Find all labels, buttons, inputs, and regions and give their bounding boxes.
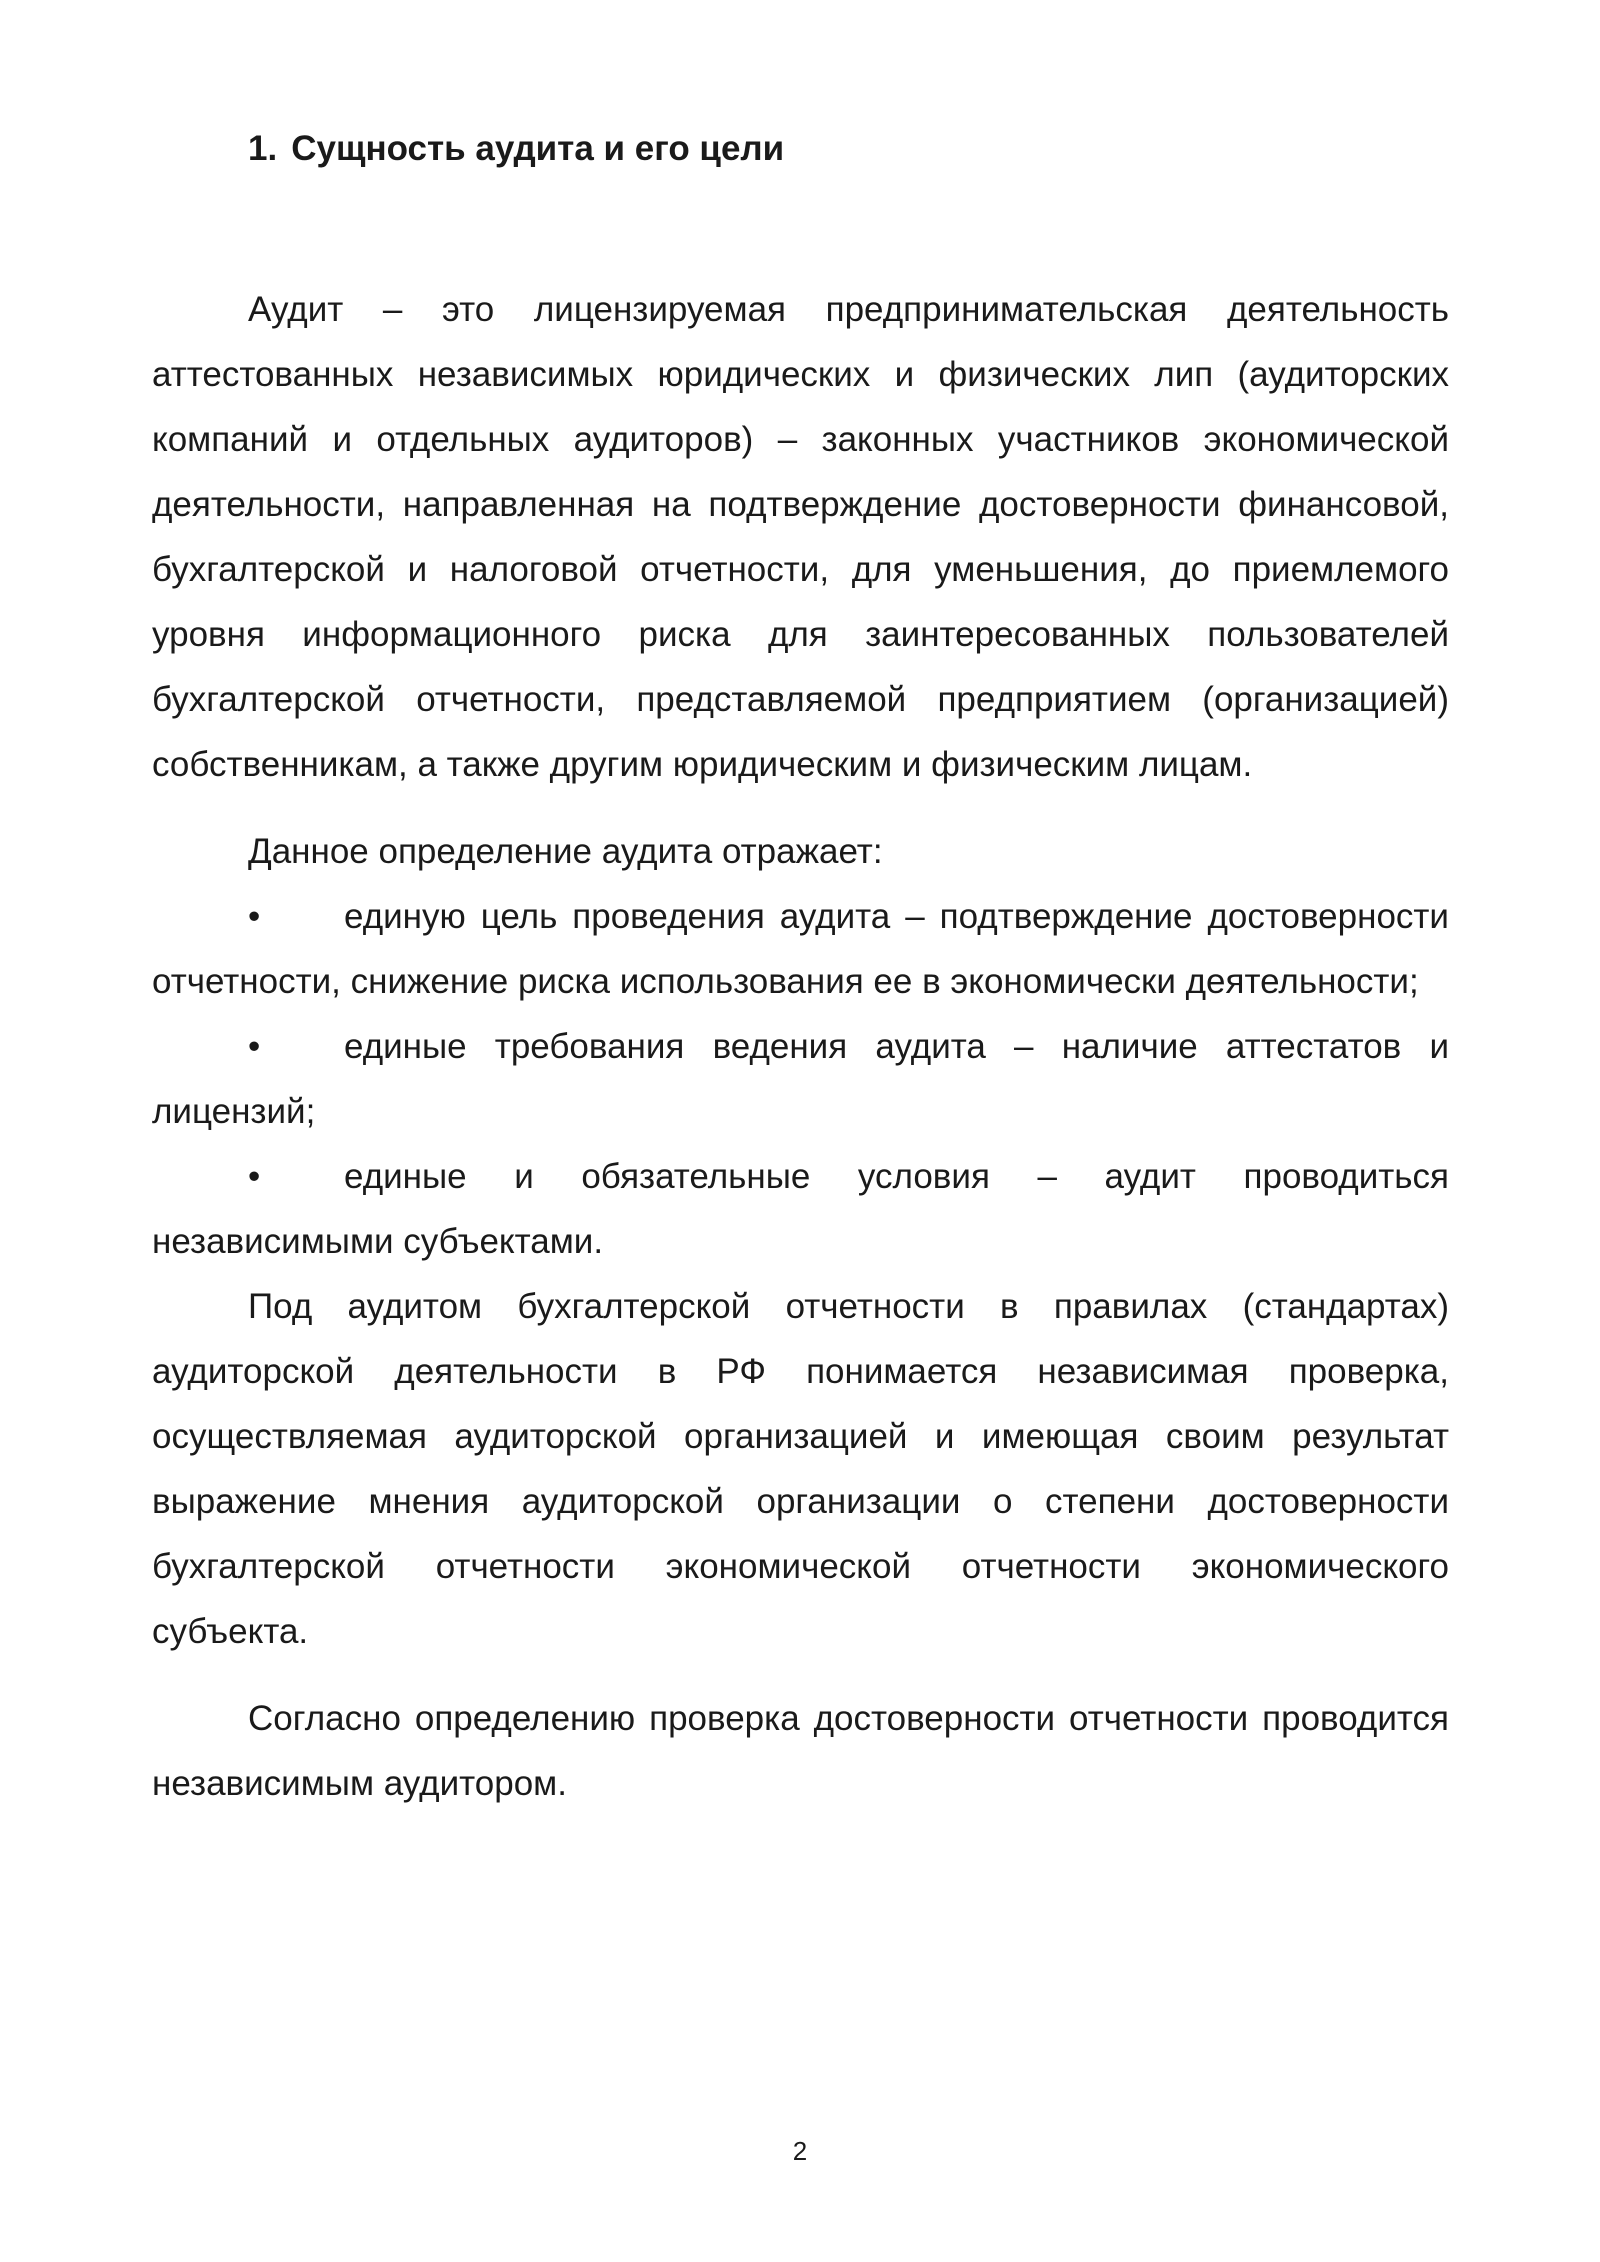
list-item-goal-text-1: единую цель проведения аудита – подтверждение достоверности: [344, 897, 1449, 936]
list-item-goal-continuation: отчетности, снижение риска использования ее в экономически деятельности;: [152, 962, 1419, 1001]
section-heading: [248, 125, 784, 173]
document-body: [152, 277, 1449, 1816]
paragraph-independent-auditor: Согласно определению проверка достоверности отчетности проводится независимым аудитором.: [152, 1699, 1449, 1803]
bullet-marker: •: [248, 1157, 261, 1196]
paragraph-financial-audit: Под аудитом бухгалтерской отчетности в правилах (стандартах) аудиторской деятельности в РФ понимается независимая проверка, осуществляемая аудиторской организацией и имеющая своим результат выражение мнения аудиторской организации о степени достоверности бухгалтерской отчетности экономической отчетности экономического субъекта.: [152, 1287, 1449, 1651]
section-title: Сущность аудита и его цели: [291, 129, 785, 168]
paragraph-definition-intro: Данное определение аудита отражает:: [248, 832, 883, 871]
paragraph-audit-definition: Аудит – это лицензируемая предпринимательская деятельность аттестованных независимых юридических и физических лип (аудиторских компаний и отдельных аудиторов) – законных участников экономической деятельности, направленная на подтверждение достоверности финансовой, бухгалтерской и налоговой отчетности, для уменьшения, до приемлемого уровня информационного риска для заинтересованных пользователей бухгалтерской отчетности, представляемой предприятием (организацией) собственникам, а также другим юридическим и физическим лицам.: [152, 290, 1449, 784]
page-number: 2: [792, 2136, 808, 2166]
list-item-requirements: [152, 1014, 1449, 1144]
list-item-requirements-text: единые требования ведения аудита – наличие аттестатов и лицензий;: [152, 1027, 1449, 1131]
bullet-marker: •: [248, 897, 261, 936]
list-item-conditions-text: единые и обязательные условия – аудит проводиться независимыми субъектами.: [152, 1157, 1449, 1261]
list-item-goal: [152, 884, 1449, 949]
bullet-marker: •: [248, 1027, 261, 1066]
section-number: 1.: [248, 129, 278, 168]
list-item-conditions: [152, 1144, 1449, 1274]
